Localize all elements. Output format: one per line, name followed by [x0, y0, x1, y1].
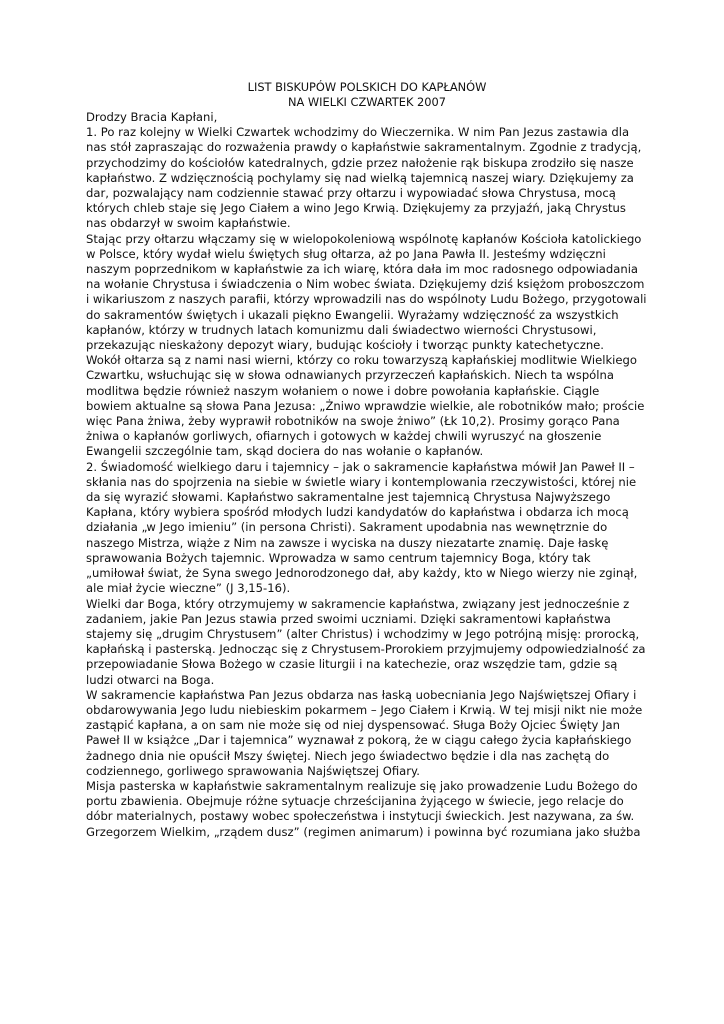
- paragraph-2: Stając przy ołtarzu włączamy się w wielopokoleniową wspólnotę kapłanów Kościoła katolickiego w Polsce, który wydał wielu świętych sług ołtarza, aż po Jana Pawła II. Jesteśmy wdzięczni naszym poprzednikom w kapłaństwie za ich wiarę, która dała im moc radosnego odpowiadania na wołanie Chrystusa i świadczenia o Nim wobec świata. Dziękujemy dziś księżom proboszczom i wikariuszom z naszych parafii, którzy wprowadzili nas do wspólnoty Ludu Bożego, przygotowali do sakramentów świętych i ukazali piękno Ewangelii. Wyrażamy wdzięczność za wszystkich kapłanów, którzy w trudnych latach komunizmu dali świadectwo wierności Chrystusowi, przekazując nieskażony depozyt wiary, budując kościoły i tworząc punkty katechetyczne.: [86, 231, 647, 353]
- letter-page: [86, 80, 648, 840]
- paragraph-5: Wielki dar Boga, który otrzymujemy w sakramencie kapłaństwa, związany jest jednocześnie z zadaniem, jakie Pan Jezus stawia przed swoimi uczniami. Dzięki sakramentowi kapłaństwa stajemy się „drugim Chrystusem” (alter Christus) i wchodzimy w Jego potrójną misję: prorocką, kapłańską i pasterską. Jednocząc się z Chrystusem-Prorokiem przyjmujemy odpowiedzialność za przepowiadanie Słowa Bożego w czasie liturgii i na katechezie, oraz wszędzie tam, gdzie są ludzi otwarci na Boga.: [86, 596, 646, 687]
- paragraph-7: Misja pasterska w kapłaństwie sakramentalnym realizuje się jako prowadzenie Ludu Bożego do portu zbawienia. Obejmuje różne sytuacje chrześcijanina żyjącego w świecie, jego relacje do dóbr materialnych, postawy wobec społeczeństwa i instytucji świeckich. Jest nazywana, za św. Grzegorzem Wielkim, „rządem dusz” (regimen animarum) i powinna być rozumiana jako służba: [86, 778, 641, 839]
- paragraph-6: W sakramencie kapłaństwa Pan Jezus obdarza nas łaską uobecniania Jego Najświętszej Ofiary i obdarowywania Jego ludu niebieskim pokarmem – Jego Ciałem i Krwią. W tej misji nikt nie może zastąpić kapłana, a on sam nie może się od niej dyspensować. Sługa Boży Ojciec Święty Jan Paweł II w książce „Dar i tajemnica” wyznawał z pokorą, że w ciągu całego życia kapłańskiego żadnego dnia nie opuścił Mszy świętej. Niech jego świadectwo będzie i dla nas zachętą do codziennego, gorliwego sprawowania Najświętszej Ofiary.: [86, 687, 643, 778]
- document-title: [86, 80, 648, 110]
- title-line-2: NA WIELKI CZWARTEK 2007: [287, 95, 447, 109]
- paragraph-4: 2. Świadomość wielkiego daru i tajemnicy – jak o sakramencie kapłaństwa mówił Jan Paweł II – skłania nas do spojrzenia na siebie w świetle wiary i kontemplowania rzeczywistości, której nie da się wyrazić słowami. Kapłaństwo sakramentalne jest tajemnicą Chrystusa Najwyższego Kapłana, który wybiera spośród młodych ludzi kandydatów do kapłaństwa i obdarza ich mocą działania „w Jego imieniu” (in persona Christi). Sakrament upodabnia nas wewnętrznie do naszego Mistrza, wiąże z Nim na zawsze i wyciska na duszy niezatarte znamię. Daje łaskę sprawowania Bożych tajemnic. Wprowadza w samo centrum tajemnicy Boga, który tak „umiłował świat, że Syna swego Jednorodzonego dał, aby każdy, kto w Niego wierzy nie zginął, ale miał życie wieczne” (J 3,15-16).: [86, 459, 638, 596]
- paragraph-3: Wokół ołtarza są z nami nasi wierni, którzy co roku towarzyszą kapłańskiej modlitwie Wielkiego Czwartku, wsłuchując się w słowa odnawianych przyrzeczeń kapłańskich. Niech ta wspólna modlitwa będzie również naszym wołaniem o nowe i dobre powołania kapłańskie. Ciągle bowiem aktualne są słowa Pana Jezusa: „Żniwo wprawdzie wielkie, ale robotników mało; proście więc Pana żniwa, żeby wyprawił robotników na swoje żniwo” (Łk 10,2). Prosimy gorąco Pana żniwa o kapłanów gorliwych, ofiarnych i gotowych w każdej chwili wyruszyć na głoszenie Ewangelii szczególnie tam, skąd dociera do nas wołanie o kapłanów.: [86, 353, 645, 459]
- title-line-1: LIST BISKUPÓW POLSKICH DO KAPŁANÓW: [247, 80, 487, 94]
- salutation: Drodzy Bracia Kapłani,: [86, 110, 218, 124]
- paragraph-1: 1. Po raz kolejny w Wielki Czwartek wchodzimy do Wieczernika. W nim Pan Jezus zastawia dla nas stół zapraszając do rozważenia prawdy o kapłaństwie sakramentalnym. Zgodnie z tradycją, przychodzimy do kościołów katedralnych, gdzie przez nałożenie rąk biskupa zrodziło się nasze kapłaństwo. Z wdzięcznością pochylamy się nad wielką tajemnicą naszej wiary. Dziękujemy za dar, pozwalający nam codziennie stawać przy ołtarzu i wypowiadać słowa Chrystusa, mocą których chleb staje się Jego Ciałem a wino Jego Krwią. Dziękujemy za przyjaźń, jaką Chrystus nas obdarzył w swoim kapłaństwie.: [86, 125, 642, 231]
